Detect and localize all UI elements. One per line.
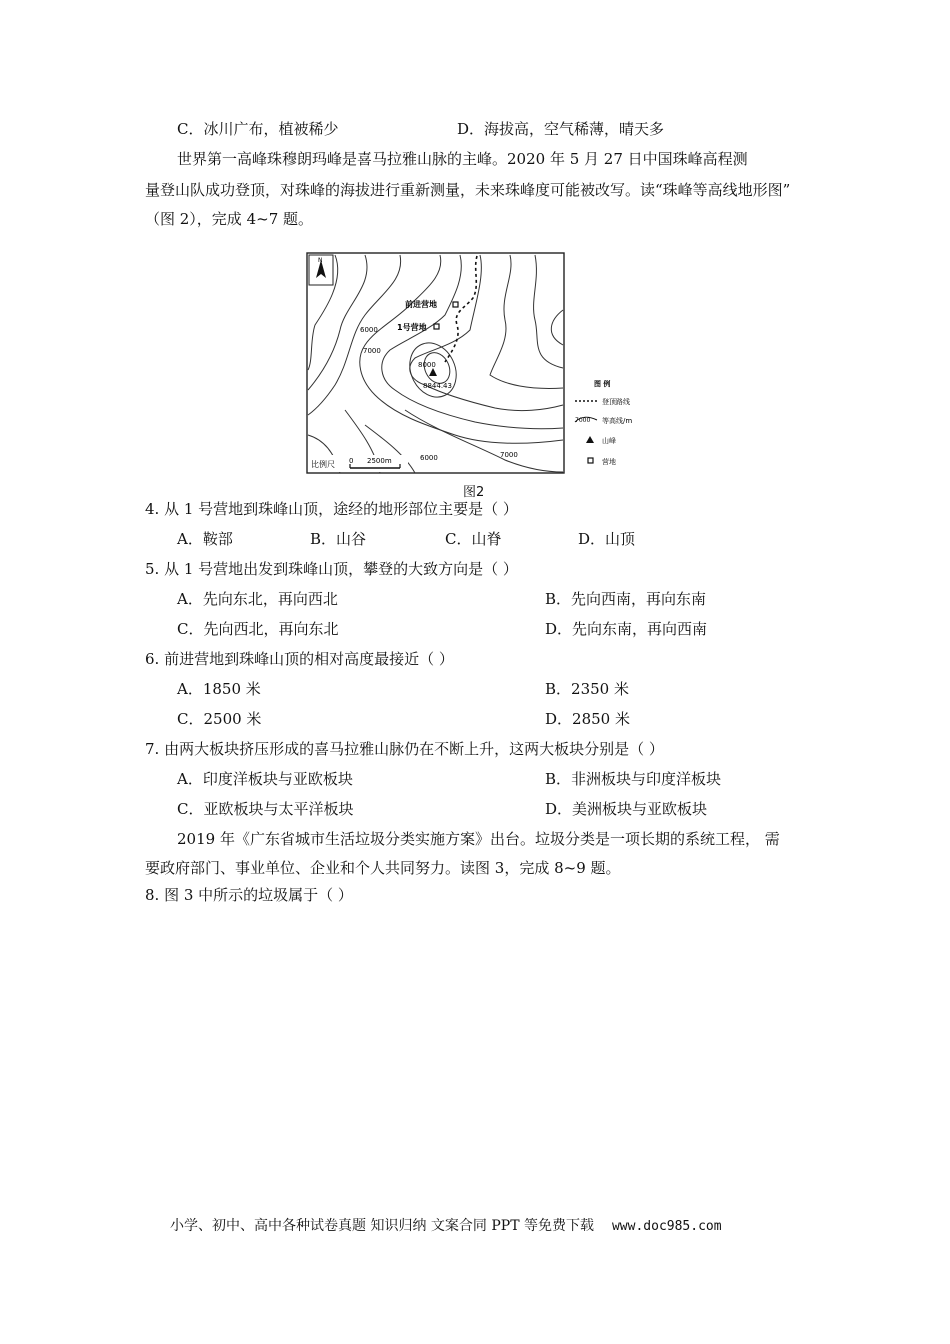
contour-7000-bottom-label: 7000 xyxy=(500,451,518,459)
question-6-option-c: C．2500 米 xyxy=(177,710,262,728)
intro-everest-line1: 世界第一高峰珠穆朗玛峰是喜马拉雅山脉的主峰。2020 年 5 月 27 日中国珠峰高程测 xyxy=(177,150,748,168)
contour-6000-bottom-label: 6000 xyxy=(420,454,438,462)
question-7-stem: 7. 由两大板块挤压形成的喜马拉雅山脉仍在不断上升，这两大板块分别是（ ） xyxy=(145,740,664,758)
map-legend xyxy=(575,379,632,466)
question-4-option-d: D．山顶 xyxy=(578,530,636,548)
question-5-option-b: B．先向西南，再向东南 xyxy=(545,590,707,608)
legend-route-label: 登顶路线 xyxy=(602,398,630,406)
advance-camp-label: 前进营地 xyxy=(405,300,437,309)
legend-peak-icon xyxy=(586,436,594,443)
question-7-option-b: B．非洲板块与印度洋板块 xyxy=(545,770,722,788)
question-5-option-d: D．先向东南，再向西南 xyxy=(545,620,708,638)
legend-title: 图 例 xyxy=(594,380,611,388)
question-7-option-d: D．美洲板块与亚欧板块 xyxy=(545,800,708,818)
scale-length: 2500m xyxy=(367,457,392,465)
page-footer xyxy=(170,1215,722,1235)
legend-peak-label: 山峰 xyxy=(602,437,616,445)
intro-everest-line2: 量登山队成功登顶，对珠峰的海拔进行重新测量，未来珠峰度可能被改写。读“珠峰等高线地形图” xyxy=(145,181,791,199)
footer-url[interactable]: www.doc985.com xyxy=(611,1219,722,1234)
contour-map-svg xyxy=(305,250,665,480)
footer-text: 小学、初中、高中各种试卷真题 知识归纳 文案合同 PPT 等免费下载 xyxy=(170,1218,594,1234)
question-4-stem: 4. 从 1 号营地到珠峰山顶，途经的地形部位主要是（ ） xyxy=(145,500,518,518)
contour-7000-mid-label: 7000 xyxy=(363,347,381,355)
intro-garbage-line1: 2019 年《广东省城市生活垃圾分类实施方案》出台。垃圾分类是一项长期的系统工程， 需 xyxy=(177,830,780,848)
question-6-stem: 6. 前进营地到珠峰山顶的相对高度最接近（ ） xyxy=(145,650,454,668)
figure-2-caption: 图2 xyxy=(463,485,485,500)
advance-camp-icon xyxy=(453,302,458,307)
intro-garbage-line2: 要政府部门、事业单位、企业和个人共同努力。读图 3，完成 8~9 题。 xyxy=(145,859,621,877)
question-6-option-d: D．2850 米 xyxy=(545,710,630,728)
option-c-prev: C．冰川广布，植被稀少 xyxy=(177,120,339,138)
question-7-option-c: C．亚欧板块与太平洋板块 xyxy=(177,800,354,818)
question-4-option-b: B．山谷 xyxy=(310,530,367,548)
scale-title: 比例尺 xyxy=(311,460,335,469)
contour-6000-left-label: 6000 xyxy=(360,326,378,334)
scale-zero: 0 xyxy=(349,457,354,465)
question-6-option-a: A．1850 米 xyxy=(177,680,261,698)
question-5-stem: 5. 从 1 号营地出发到珠峰山顶，攀登的大致方向是（ ） xyxy=(145,560,518,578)
question-7-option-a: A．印度洋板块与亚欧板块 xyxy=(177,770,353,788)
legend-camp-icon xyxy=(588,458,593,463)
option-d-prev: D．海拔高，空气稀薄，晴天多 xyxy=(457,120,665,138)
everest-contour-map xyxy=(305,250,665,498)
legend-contour-number: 7000 xyxy=(575,417,591,424)
question-6-option-b: B．2350 米 xyxy=(545,680,629,698)
question-5-option-c: C．先向西北，再向东北 xyxy=(177,620,339,638)
question-8-stem: 8. 图 3 中所示的垃圾属于（ ） xyxy=(145,886,353,904)
contour-8000-label: 8000 xyxy=(418,361,436,369)
question-5-option-a: A．先向东北，再向西北 xyxy=(177,590,338,608)
camp1-icon xyxy=(434,324,439,329)
legend-camp-label: 营地 xyxy=(602,458,616,466)
north-label: N xyxy=(318,257,323,264)
peak-elevation-label: 8844.43 xyxy=(423,382,452,390)
question-4-option-a: A．鞍部 xyxy=(177,530,233,548)
camp1-label: 1号营地 xyxy=(397,323,427,332)
question-4-option-c: C．山脊 xyxy=(445,530,502,548)
legend-contour-label: 等高线/m xyxy=(602,417,633,425)
intro-everest-line3: （图 2），完成 4~7 题。 xyxy=(145,210,314,228)
